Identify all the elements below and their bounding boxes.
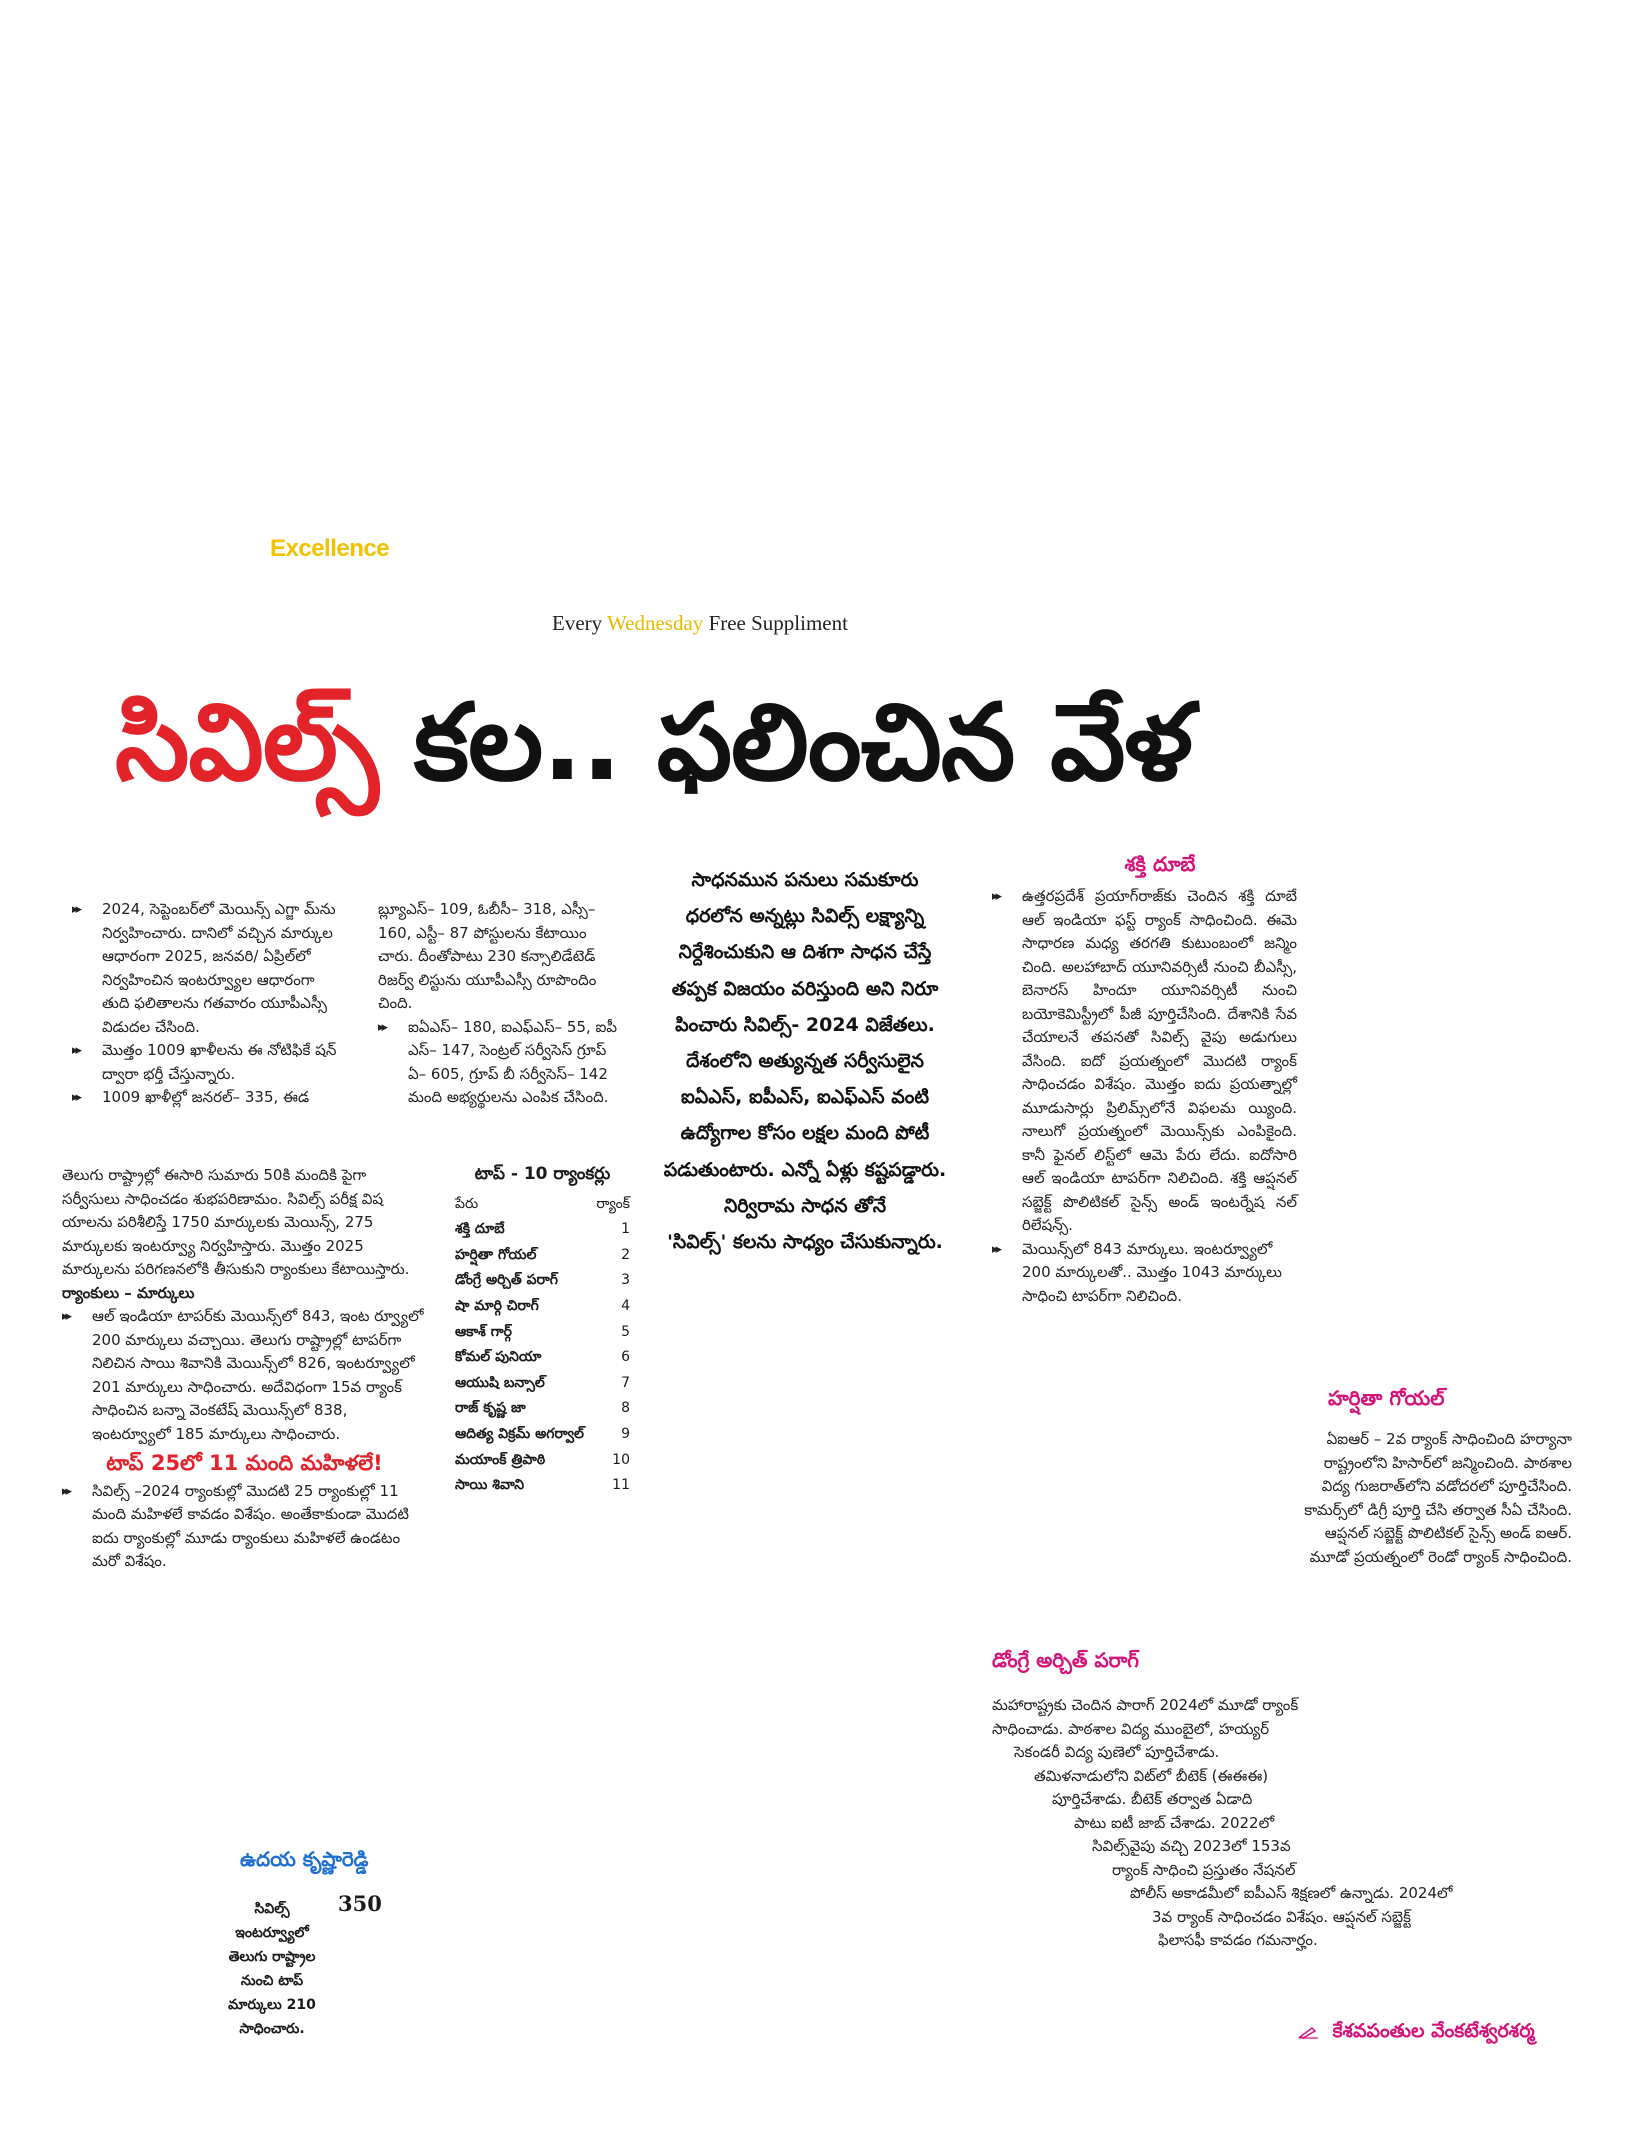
- ranker-rank: 1: [621, 1221, 630, 1238]
- dongre-line: ర్యాంక్ సాధించి ప్రస్తుతం నేషనల్: [1112, 1860, 1296, 1879]
- ranker-name: సాయి శివాని: [455, 1477, 525, 1494]
- dongre-line: పాటు ఐటీ జాబ్ చేశాడు. 2022లో: [1074, 1813, 1275, 1832]
- ranker-name: ఆదిత్య విక్రమ్ అగర్వాల్: [455, 1425, 584, 1442]
- top10-col-rank: ర్యాంక్: [596, 1195, 630, 1212]
- bullet-services: ▸▸ ఐఏఎస్– 180, ఐఎఫ్ఎస్– 55, ఐపీ ఎస్– 147, సెంట్రల్ సర్వీసెస్ గ్రూప్ ఏ– 605, గ్రూప్ బీ సర్వీసెస్– 142 మంది అభ్యర్థులను ఎంపిక చేసింది.: [378, 1016, 623, 1110]
- dongre-line: సాధించాడు. పాఠశాల విద్య ముంబైలో, హయ్యర్: [992, 1719, 1270, 1738]
- ranker-rank: 5: [621, 1323, 630, 1340]
- quote-line: ధరలోన అన్నట్లు సివిల్స్ లక్ష్యాన్ని: [685, 905, 925, 928]
- quote-line: సాధనమున పనులు సమకూరు: [691, 869, 919, 891]
- table-row: [455, 1345, 630, 1371]
- intro-paragraph: తెలుగు రాష్ట్రాల్లో ఈసారి సుమారు 50కి మందికి పైగా సర్వీసులు సాధించడం శుభపరిణామం. సివిల్స్ పరీక్ష విష యాలను పరిశీలిస్తే 1750 మార్కులకు మెయిన్స్, 275 మార్కులకు ఇంటర్వ్యూ నిర్వహిస్తారు. మొత్తం 2025 మార్కులను పరిగణనలోకి తీసుకుని ర్యాంకులు కేటాయిస్తారు.: [62, 1166, 410, 1278]
- supplement-every: Every: [552, 611, 603, 635]
- quote-line: దేశంలోని అత్యున్నత సర్వీసులైన: [686, 1050, 924, 1073]
- center-quote: [655, 862, 955, 1260]
- harshita-line: రాష్ట్రంలోని హిసార్‌లో జన్మించింది. పాఠశాల: [1323, 1453, 1572, 1472]
- bullet-exam: ▸▸ 2024, సెప్టెంబర్‌లో మెయిన్స్ ఎగ్జా మ్‌ను నిర్వహించారు. దానిలో వచ్చిన మార్కుల ఆధారంగా 2025, జనవరి/ ఏప్రిల్‌లో నిర్వహించిన ఇంటర్వ్యూల ఆధారంగా తుది ఫలితాలను గతవారం యూపీఎస్సీ విడుదల చేసింది.: [72, 898, 337, 1039]
- ranker-name: శక్తి దూబే: [455, 1221, 505, 1238]
- supplement-day: Wednesday: [607, 611, 704, 635]
- table-row: [455, 1243, 630, 1269]
- uday-name: ఉదయ కృష్ణారెడ్డి: [240, 1847, 369, 1871]
- quote-line: నిర్దేశించుకుని ఆ దిశగా సాధన చేస్తే: [678, 941, 932, 964]
- top10-title: టాప్ - 10 ర్యాంకర్లు: [474, 1164, 611, 1184]
- shakti-profile: [992, 885, 1297, 1308]
- quote-line: పడుతుంటారు. ఎన్నో ఏళ్లు కష్టపడ్డారు.: [663, 1158, 947, 1181]
- dongre-line: 3వ ర్యాంక్ సాధించడం విశేషం. ఆప్షనల్ సబ్జెక్ట్: [1152, 1907, 1412, 1926]
- uday-caption-line: తెలుగు రాష్ట్రాల: [228, 1949, 316, 1965]
- pen-icon: [1298, 2025, 1320, 2039]
- posts-allocation: బ్ల్యూఎస్– 109, ఓబీసీ– 318, ఎస్సీ– 160, ఎస్టీ– 87 పోస్టులను కేటాయిం చారు. దీంతోపాటు 230 కన్సాలిడేటెడ్ రిజర్వ్ లిస్టును యూపీఎస్సీ రూపొందిం చింది.: [378, 900, 597, 1012]
- ranker-name: మయాంక్ త్రిపాఠి: [455, 1451, 546, 1468]
- harshita-profile: [1252, 1428, 1572, 1569]
- table-row: [455, 1217, 630, 1243]
- top10-col-name: పేరు: [455, 1195, 479, 1212]
- ranker-rank: 11: [612, 1477, 630, 1494]
- dongre-line: తమిళనాడులోని విట్‌లో బీటెక్ (ఈఈఈ): [1034, 1766, 1269, 1785]
- women-heading: టాప్ 25లో 11 మంది మహిళలే!: [106, 1451, 383, 1475]
- uday-caption-line: నుంచి టాప్: [240, 1973, 304, 1989]
- ranker-rank: 9: [621, 1425, 630, 1442]
- byline: [1298, 2020, 1535, 2047]
- dongre-line: మహారాష్ట్రకు చెందిన పారాగ్ 2024లో మూడో ర్యాంక్: [992, 1696, 1299, 1714]
- marks-heading: ర్యాంకులు – మార్కులు: [62, 1283, 195, 1302]
- marks-paragraph: ▸▸ ఆల్ ఇండియా టాపర్‌కు మెయిన్స్‌లో 843, ఇంట ర్వ్యూలో 200 మార్కులు వచ్చాయి. తెలుగు రాష్ట్రాల్లో టాపర్‌గా నిలిచిన సాయి శివానికి మెయిన్స్‌లో 826, ఇంటర్వ్యూలో 201 మార్కులు సాధించారు. అదేవిధంగా 15వ ర్యాంక్ సాధించిన బన్నా వెంకటేష్ మెయిన్స్‌లో 838, ఇంటర్వ్యూలో 185 మార్కులు సాధించారు.: [62, 1305, 427, 1446]
- uday-caption: [222, 1897, 322, 2041]
- ranker-rank: 10: [612, 1451, 630, 1468]
- dongre-line: పోలీస్ అకాడమీలో ఐపీఎస్ శిక్షణలో ఉన్నాడు. 2024లో: [1130, 1884, 1453, 1902]
- ranker-rank: 4: [621, 1297, 630, 1314]
- bullet-vacancies: ▸▸ మొత్తం 1009 ఖాళీలను ఈ నోటిఫికే షన్ ద్వారా భర్తీ చేస్తున్నారు.: [72, 1039, 337, 1086]
- column-posts: [378, 898, 623, 1110]
- headline-red: సివిల్స్: [115, 681, 378, 804]
- ranker-name: ఆకాశ్ గార్గ్: [455, 1323, 512, 1340]
- top10-header: [455, 1192, 630, 1218]
- table-row: [455, 1473, 630, 1499]
- quote-line: ఐఏఎస్, ఐపీఎస్, ఐఎఫ్ఎస్ వంటి: [680, 1086, 930, 1109]
- ranker-name: ఆయుషి బన్సాల్: [455, 1374, 545, 1391]
- harshita-line: ఏఐఆర్ – 2వ ర్యాంక్ సాధించింది హర్యానా: [1326, 1430, 1572, 1448]
- uday-caption-line: సాధించారు.: [239, 2021, 305, 2037]
- dongre-line: ఫిలాసఫీ కావడం గమనార్హం.: [1158, 1931, 1318, 1949]
- quote-line: 'సివిల్స్' కలను సాధ్యం చేసుకున్నారు.: [667, 1231, 943, 1254]
- uday-caption-line: మార్కులు 210: [228, 1997, 316, 2013]
- table-row: [455, 1320, 630, 1346]
- table-row: [455, 1422, 630, 1448]
- quote-line: తప్పక విజయం వరిస్తుంది అని నిరూ: [671, 977, 939, 1000]
- table-row: [455, 1294, 630, 1320]
- ranker-rank: 6: [621, 1349, 630, 1366]
- harshita-line: కామర్స్‌లో డిగ్రీ పూర్తి చేసి తర్వాత సీఏ చేసింది.: [1304, 1500, 1572, 1519]
- ranker-name: కోమల్ పునియా: [455, 1349, 542, 1366]
- dongre-profile: [992, 1694, 1572, 1953]
- harshita-line: విద్య గుజరాత్‌లోని వడోదరలో పూర్తిచేసింది.: [1321, 1477, 1572, 1495]
- harshita-line: ఆప్షనల్ సబ్జెక్ట్ పొలిటికల్ సైన్స్ అండ్ ఐఆర్.: [1324, 1524, 1572, 1542]
- shakti-name: శక్తి దూబే: [1124, 852, 1196, 876]
- quote-line: ఉద్యోగాల కోసం లక్షల మంది పోటీ: [680, 1122, 930, 1145]
- ranker-name: రాజ్ కృష్ణ జా: [455, 1400, 526, 1417]
- ranker-rank: 2: [621, 1246, 630, 1263]
- dongre-line: సెకండరీ విద్య పుణెలో పూర్తిచేశాడు.: [1014, 1743, 1220, 1761]
- table-row: [455, 1268, 630, 1294]
- ranker-rank: 8: [621, 1400, 630, 1417]
- table-row: [455, 1371, 630, 1397]
- shakti-marks: ▸▸ మెయిన్స్‌లో 843 మార్కులు. ఇంటర్వ్యూలో 200 మార్కులతో‌.. మొత్తం 1043 మార్కులు సాధించి టాపర్‌గా నిలిచింది.: [992, 1238, 1297, 1309]
- ranker-name: డోంగ్రే అర్చిత్ పరాగ్: [455, 1272, 558, 1289]
- quote-line: నిర్విరామ సాధన తోనే: [723, 1194, 887, 1217]
- byline-author: కేశవపంతుల వేంకటేశ్వరశర్మ: [1332, 2020, 1535, 2042]
- uday-caption-line: సివిల్స్: [254, 1901, 290, 1917]
- top10-table: [455, 1162, 630, 1499]
- ranker-name: హర్షితా గోయల్: [455, 1246, 537, 1263]
- harshita-line: మూడో ప్రయత్నంలో రెండో ర్యాంక్ సాధించింది.: [1309, 1547, 1572, 1566]
- headline: [115, 668, 1555, 818]
- women-paragraph: ▸▸ సివిల్స్ –2024 ర్యాంకుల్లో మొదటి 25 ర్యాంకుల్లో 11 మంది మహిళలే కావడం విశేషం. అంతేకాకుండా మొదటి ఐదు ర్యాంకుల్లో మూడు ర్యాంకులు మహిళలే ఉండటం మరో విశేషం.: [62, 1480, 427, 1574]
- column-intro: [72, 898, 337, 1110]
- table-row: [455, 1448, 630, 1474]
- headline-black: కల.. ఫలించిన వేళ: [413, 681, 1192, 804]
- left-body: [62, 1164, 427, 1574]
- supplement-free: Free Suppliment: [708, 611, 848, 635]
- dongre-line: పూర్తిచేశాడు. బీటెక్ తర్వాత ఏడాది: [1052, 1790, 1253, 1808]
- ranker-rank: 7: [621, 1374, 630, 1391]
- dongre-name: డోంగ్రే అర్చిత్ పరాగ్: [992, 1648, 1139, 1672]
- uday-number: 350: [338, 1891, 382, 1916]
- table-row: [455, 1396, 630, 1422]
- bullet-breakup: ▸▸ 1009 ఖాళీల్లో జనరల్– 335, ఈడ: [72, 1086, 337, 1110]
- harshita-name: హర్షితా గోయల్: [1328, 1386, 1445, 1410]
- section-label: Excellence: [270, 535, 390, 562]
- ranker-name: షా మార్గి చిరాగ్: [455, 1297, 539, 1314]
- uday-caption-line: ఇంటర్వ్యూలో: [235, 1925, 309, 1941]
- quote-line: పించారు సివిల్స్- 2024 విజేతలు.: [675, 1013, 935, 1036]
- shakti-bio: ▸▸ ఉత్తరప్రదేశ్ ప్రయాగ్‌రాజ్‌కు చెందిన శక్తి దూబే ఆల్ ఇండియా ఫస్ట్ ర్యాంక్ సాధించింది. ఈమె సాధారణ మధ్య తరగతి కుటుంబంలో జన్మిం చింది. అలహాబాద్ యూనివర్సిటీ నుంచి బీఎస్సీ, బెనారస్ హిందూ యూనివర్సిటీ నుంచి బయోకెమిస్ట్రీలో పీజీ పూర్తిచేసింది. దేశానికి సేవ చేయాలనే తపనతో సివిల్స్ వైపు అడుగులు వేసింది. ఐదో ప్రయత్నంలో మొదటి ర్యాంక్ సాధించడం విశేషం. మొత్తం ఐదు ప్రయత్నాల్లో మూడుసార్లు ప్రిలిమ్స్‌లోనే విఫలమ య్యింది. నాలుగో ప్రయత్నంలో మెయిన్స్‌కు ఎంపికైంది. కానీ ఫైనల్ లిస్ట్‌లో ఆమె పేరు లేదు. ఐదోసారి ఆల్ ఇండియా టాపర్‌గా నిలిచింది. శక్తి ఆప్షనల్ సబ్జెక్ట్ పొలిటికల్ సైన్స్ అండ్ ఇంటర్నేష నల్ రిలేషన్స్.: [992, 885, 1297, 1238]
- supplement-line: [552, 611, 848, 636]
- ranker-rank: 3: [621, 1272, 630, 1289]
- dongre-line: సివిల్స్‌వైపు వచ్చి 2023లో 153వ: [1092, 1837, 1291, 1855]
